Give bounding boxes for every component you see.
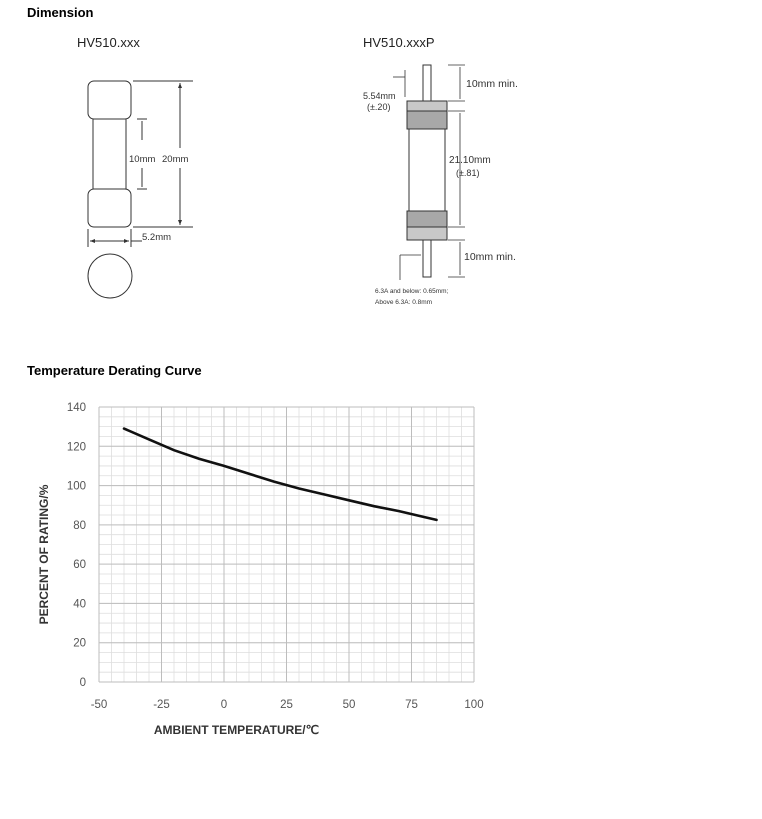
dim-body-tolerance: (±.81) — [456, 168, 480, 178]
model-right-label: HV510.xxxP — [363, 35, 435, 50]
lead-bottom — [423, 240, 431, 277]
y-tick-label: 40 — [73, 598, 86, 611]
dimension-heading: Dimension — [27, 5, 94, 20]
fuse-drawing-left — [0, 0, 260, 310]
derating-chart — [0, 390, 520, 750]
fuse-top-cap — [88, 81, 131, 119]
curve-heading: Temperature Derating Curve — [27, 363, 202, 378]
dim-cap-tolerance: (±.20) — [367, 102, 391, 112]
dim-cap-diameter: 5.54mm — [363, 91, 396, 101]
x-tick-label: -25 — [153, 699, 170, 711]
lead-note-1: 6.3A and below: 0.65mm; — [375, 288, 449, 295]
x-tick-label: 0 — [220, 699, 228, 711]
y-tick-label: 120 — [66, 441, 86, 454]
fuse-drawing-right — [340, 55, 560, 315]
x-axis-label: AMBIENT TEMPERATURE/℃ — [153, 723, 320, 737]
y-tick-label: 60 — [73, 559, 86, 572]
y-tick-label: 20 — [73, 637, 86, 650]
dim-body-length-right: 21.10mm — [449, 155, 491, 166]
model-left-label: HV510.xxx — [77, 35, 140, 50]
lead-top — [423, 65, 431, 101]
y-axis-label: PERCENT OF RATING/% — [37, 484, 51, 625]
lead-note-2: Above 6.3A: 0.8mm — [375, 299, 433, 306]
fuse-bottom-cap — [88, 189, 131, 227]
y-tick-label: 80 — [73, 519, 86, 532]
dim-lead-top: 10mm min. — [466, 78, 518, 90]
fuse-body-right — [409, 129, 445, 211]
dim-lead-bottom: 10mm min. — [464, 251, 516, 263]
y-tick-label: 0 — [79, 677, 86, 689]
derating-curve — [124, 429, 437, 520]
dim-cap-length: 10mm — [129, 154, 156, 165]
x-tick-label: 75 — [405, 699, 418, 711]
x-tick-label: 50 — [342, 699, 356, 711]
dim-diameter: 5.2mm — [142, 232, 172, 243]
x-tick-label: 100 — [464, 699, 484, 711]
x-tick-label: 25 — [280, 699, 293, 711]
fuse-end-view — [88, 254, 132, 298]
x-tick-label: -50 — [90, 699, 108, 711]
y-tick-label: 100 — [66, 480, 86, 493]
dim-body-length: 20mm — [162, 154, 189, 165]
y-tick-label: 140 — [66, 402, 86, 414]
